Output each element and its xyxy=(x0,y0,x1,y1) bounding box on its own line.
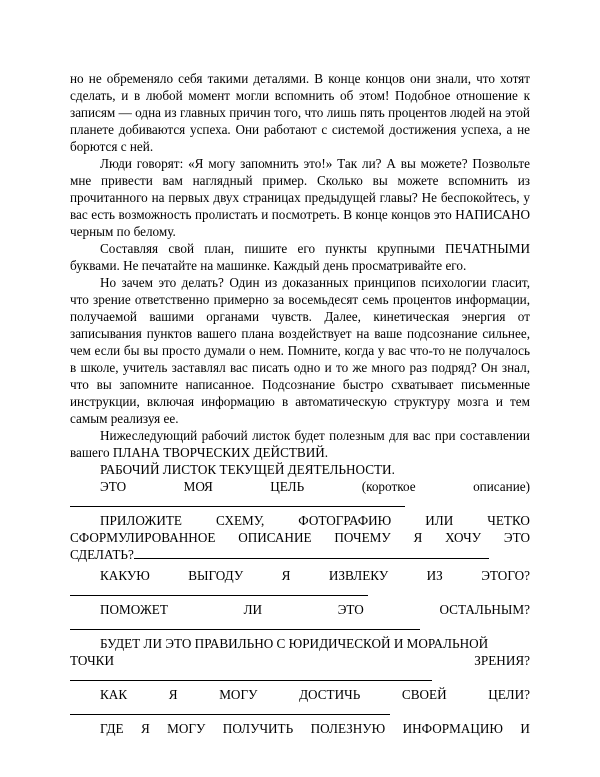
word: ЦЕЛЬ xyxy=(270,479,305,494)
worksheet-question-help-others xyxy=(70,601,530,618)
word: ЭТО xyxy=(337,602,364,617)
word: ДОСТИЧЬ xyxy=(299,687,361,702)
word: СДЕЛАТЬ? xyxy=(70,547,134,562)
answer-line-help-others[interactable] xyxy=(70,629,420,630)
word: Я xyxy=(168,687,178,702)
word: ФОТОГРАФИЮ xyxy=(298,513,392,528)
word: МОЯ xyxy=(183,479,213,494)
word: ТОЧКИ xyxy=(70,653,114,668)
word: ИЗ xyxy=(426,568,443,583)
word: КАК xyxy=(100,687,128,702)
word: описание) xyxy=(473,479,530,494)
worksheet-question-where xyxy=(70,720,530,737)
word: ЭТОГО? xyxy=(481,568,530,583)
word: МОГУ xyxy=(219,687,258,702)
word: ЧЕТКО xyxy=(487,513,530,528)
worksheet-question-goal xyxy=(70,478,530,495)
word: ОПИСАНИЕ xyxy=(238,530,312,545)
paragraph-2: Люди говорят: «Я могу запомнить это!» Так ли? А вы можете? Позвольте мне привести вам наглядный пример. Сколько вы можете вспомнить из прочитанного на первых двух страницах предыдущей главы? Не беспокойтесь, у вас есть возможность пролистать и посмотреть. В конце концов это НАПИСАНО черным по белому. xyxy=(70,156,530,239)
answer-line-goal[interactable] xyxy=(70,506,405,507)
paragraph-1: но не обременяло себя такими деталями. В конце концов они знали, что хотят сделать, и в любой момент могли вспомнить об этом! Подобное отношение к записям — одна из главных причин того, что лишь пять процентов людей на этой планете добиваются успеха. Они работают с системой достижения успеха, а не борются с ней. xyxy=(70,71,530,154)
word: СВОЕЙ xyxy=(401,687,447,702)
word: ГДЕ xyxy=(100,721,124,736)
word: ПОЧЕМУ xyxy=(334,530,391,545)
word: ПРИЛОЖИТЕ xyxy=(100,513,182,528)
word: СХЕМУ, xyxy=(216,513,265,528)
answer-line-how[interactable] xyxy=(70,714,390,715)
word: КАКУЮ xyxy=(100,568,150,583)
word: ИНФОРМАЦИЮ xyxy=(402,721,503,736)
word: ЗРЕНИЯ? xyxy=(474,653,530,668)
word: ВЫГОДУ xyxy=(188,568,244,583)
answer-line-benefit[interactable] xyxy=(70,595,368,596)
worksheet-question-legal: БУДЕТ ЛИ ЭТО ПРАВИЛЬНО С ЮРИДИЧЕСКОЙ И МОРАЛЬНОЙ xyxy=(100,636,489,651)
paragraph-4: Но зачем это делать? Один из доказанных принципов психологии гласит, что зрение ответственно примерно за восемьдесят семь процентов информации, получаемой вашими органами чувств. Далее, кинетическая энергия от записывания пунктов вашего плана воздействует на ваше подсознание сильнее, чем если бы вы просто думали о нем. Помните, когда у вас что-то не получалось в школе, учитель заставлял вас писать одно и то же много раз подряд? Он знал, что вы запомните написанное. Подсознание быстро схватывает письменные инструкции, включая информацию в автоматическую структуру мозга и тем самым реализуя ее. xyxy=(70,275,530,426)
word: ИЛИ xyxy=(425,513,454,528)
word: Я xyxy=(281,568,291,583)
answer-line-legal[interactable] xyxy=(70,680,432,681)
word: ПОЛЕЗНУЮ xyxy=(310,721,386,736)
word: ЛИ xyxy=(243,602,263,617)
word: ЦЕЛИ? xyxy=(488,687,530,702)
worksheet-question-scheme-line3 xyxy=(70,546,530,563)
answer-line-scheme[interactable] xyxy=(134,557,489,559)
worksheet-question-how xyxy=(70,686,530,703)
word: ЭТО xyxy=(503,530,530,545)
worksheet-question-legal-line2 xyxy=(70,652,530,669)
word: ОСТАЛЬНЫМ? xyxy=(439,602,530,617)
word: ИЗВЛЕКУ xyxy=(328,568,389,583)
word: ЭТО xyxy=(100,479,127,494)
word: Я xyxy=(413,530,423,545)
worksheet-question-scheme xyxy=(70,512,530,529)
paragraph-5: Нижеследующий рабочий листок будет полезным для вас при составлении вашего ПЛАНА ТВОРЧЕСКИХ ДЕЙСТВИЙ. xyxy=(70,428,530,460)
word: И xyxy=(520,721,530,736)
word: Я xyxy=(140,721,150,736)
word: МОГУ xyxy=(167,721,206,736)
word: ПОЛУЧИТЬ xyxy=(222,721,294,736)
paragraph-3: Составляя свой план, пишите его пункты крупными ПЕЧАТНЫМИ буквами. Не печатайте на машинке. Каждый день просматривайте его. xyxy=(70,241,530,273)
word: ХОЧУ xyxy=(445,530,482,545)
word: ПОМОЖЕТ xyxy=(100,602,168,617)
worksheet-question-scheme-line2 xyxy=(70,529,530,546)
word: СФОРМУЛИРОВАННОЕ xyxy=(70,530,216,545)
worksheet-title: РАБОЧИЙ ЛИСТОК ТЕКУЩЕЙ ДЕЯТЕЛЬНОСТИ. xyxy=(100,462,395,477)
word: (короткое xyxy=(361,479,416,494)
worksheet-question-benefit xyxy=(70,567,530,584)
